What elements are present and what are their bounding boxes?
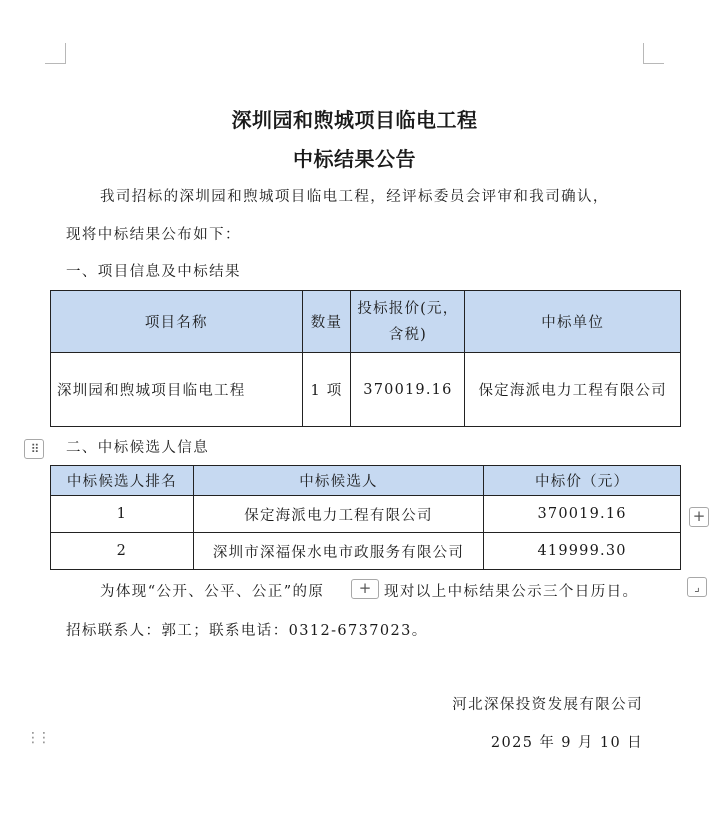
table-move-handle-icon[interactable]: ⠿ — [24, 439, 44, 459]
header-candidate-rank: 中标候选人排名 — [51, 466, 194, 496]
section2-heading: 二、中标候选人信息 — [66, 440, 210, 456]
cell-bid-price: 370019.16 — [351, 353, 465, 427]
cell-rank: 1 — [51, 496, 194, 533]
header-candidate-name: 中标候选人 — [193, 466, 483, 496]
contact-line: 招标联系人：郭工；联系电话：0312-6737023。 — [66, 623, 428, 639]
header-winning-company: 中标单位 — [465, 291, 681, 353]
table-row — [51, 496, 681, 533]
table-row — [51, 533, 681, 570]
cell-candidate: 深圳市深福保水电市政服务有限公司 — [193, 533, 483, 570]
cell-rank: 2 — [51, 533, 194, 570]
insert-plus-icon[interactable]: + — [351, 579, 379, 599]
notice-line-part1: 为体现“公开、公平、公正”的原 — [100, 584, 325, 600]
header-bid-price-line2: 含税) — [388, 326, 428, 343]
header-winning-price: 中标价（元） — [484, 466, 681, 496]
add-row-plus-icon[interactable]: + — [689, 507, 709, 527]
cell-candidate: 保定海派电力工程有限公司 — [193, 496, 483, 533]
header-quantity: 数量 — [302, 291, 351, 353]
intro-line-1: 我司招标的深圳园和煦城项目临电工程，经评标委员会评审和我司确认， — [100, 189, 609, 205]
header-bid-price — [351, 291, 465, 353]
cell-winning-company: 保定海派电力工程有限公司 — [465, 353, 681, 427]
header-project-name: 项目名称 — [51, 291, 303, 353]
page-corner-top-left — [45, 43, 66, 64]
candidate-table — [50, 465, 681, 570]
notice-line-part2: 现对以上中标结果公示三个日历日。 — [384, 584, 639, 600]
cell-project-name: 深圳园和煦城项目临电工程 — [51, 353, 303, 427]
document-subtitle: 中标结果公告 — [293, 147, 416, 171]
signature-company: 河北深保投资发展有限公司 — [452, 697, 643, 713]
table-header-row — [51, 466, 681, 496]
paragraph-drag-handle-icon[interactable]: ⋮⋮ — [26, 730, 48, 746]
signature-date: 2025 年 9 月 10 日 — [490, 735, 643, 751]
project-result-table — [50, 290, 681, 427]
cell-price: 370019.16 — [484, 496, 681, 533]
section1-heading: 一、项目信息及中标结果 — [66, 264, 241, 280]
table-row — [51, 353, 681, 427]
cell-price: 419999.30 — [484, 533, 681, 570]
table-header-row — [51, 291, 681, 353]
intro-line-2: 现将中标结果公布如下： — [66, 227, 241, 243]
table-resize-handle-icon[interactable]: ⌟ — [687, 577, 707, 597]
cell-quantity: 1 项 — [302, 353, 351, 427]
header-bid-price-line1: 投标报价(元， — [357, 300, 459, 317]
document-title: 深圳园和煦城项目临电工程 — [231, 108, 478, 132]
page-corner-top-right — [643, 43, 664, 64]
